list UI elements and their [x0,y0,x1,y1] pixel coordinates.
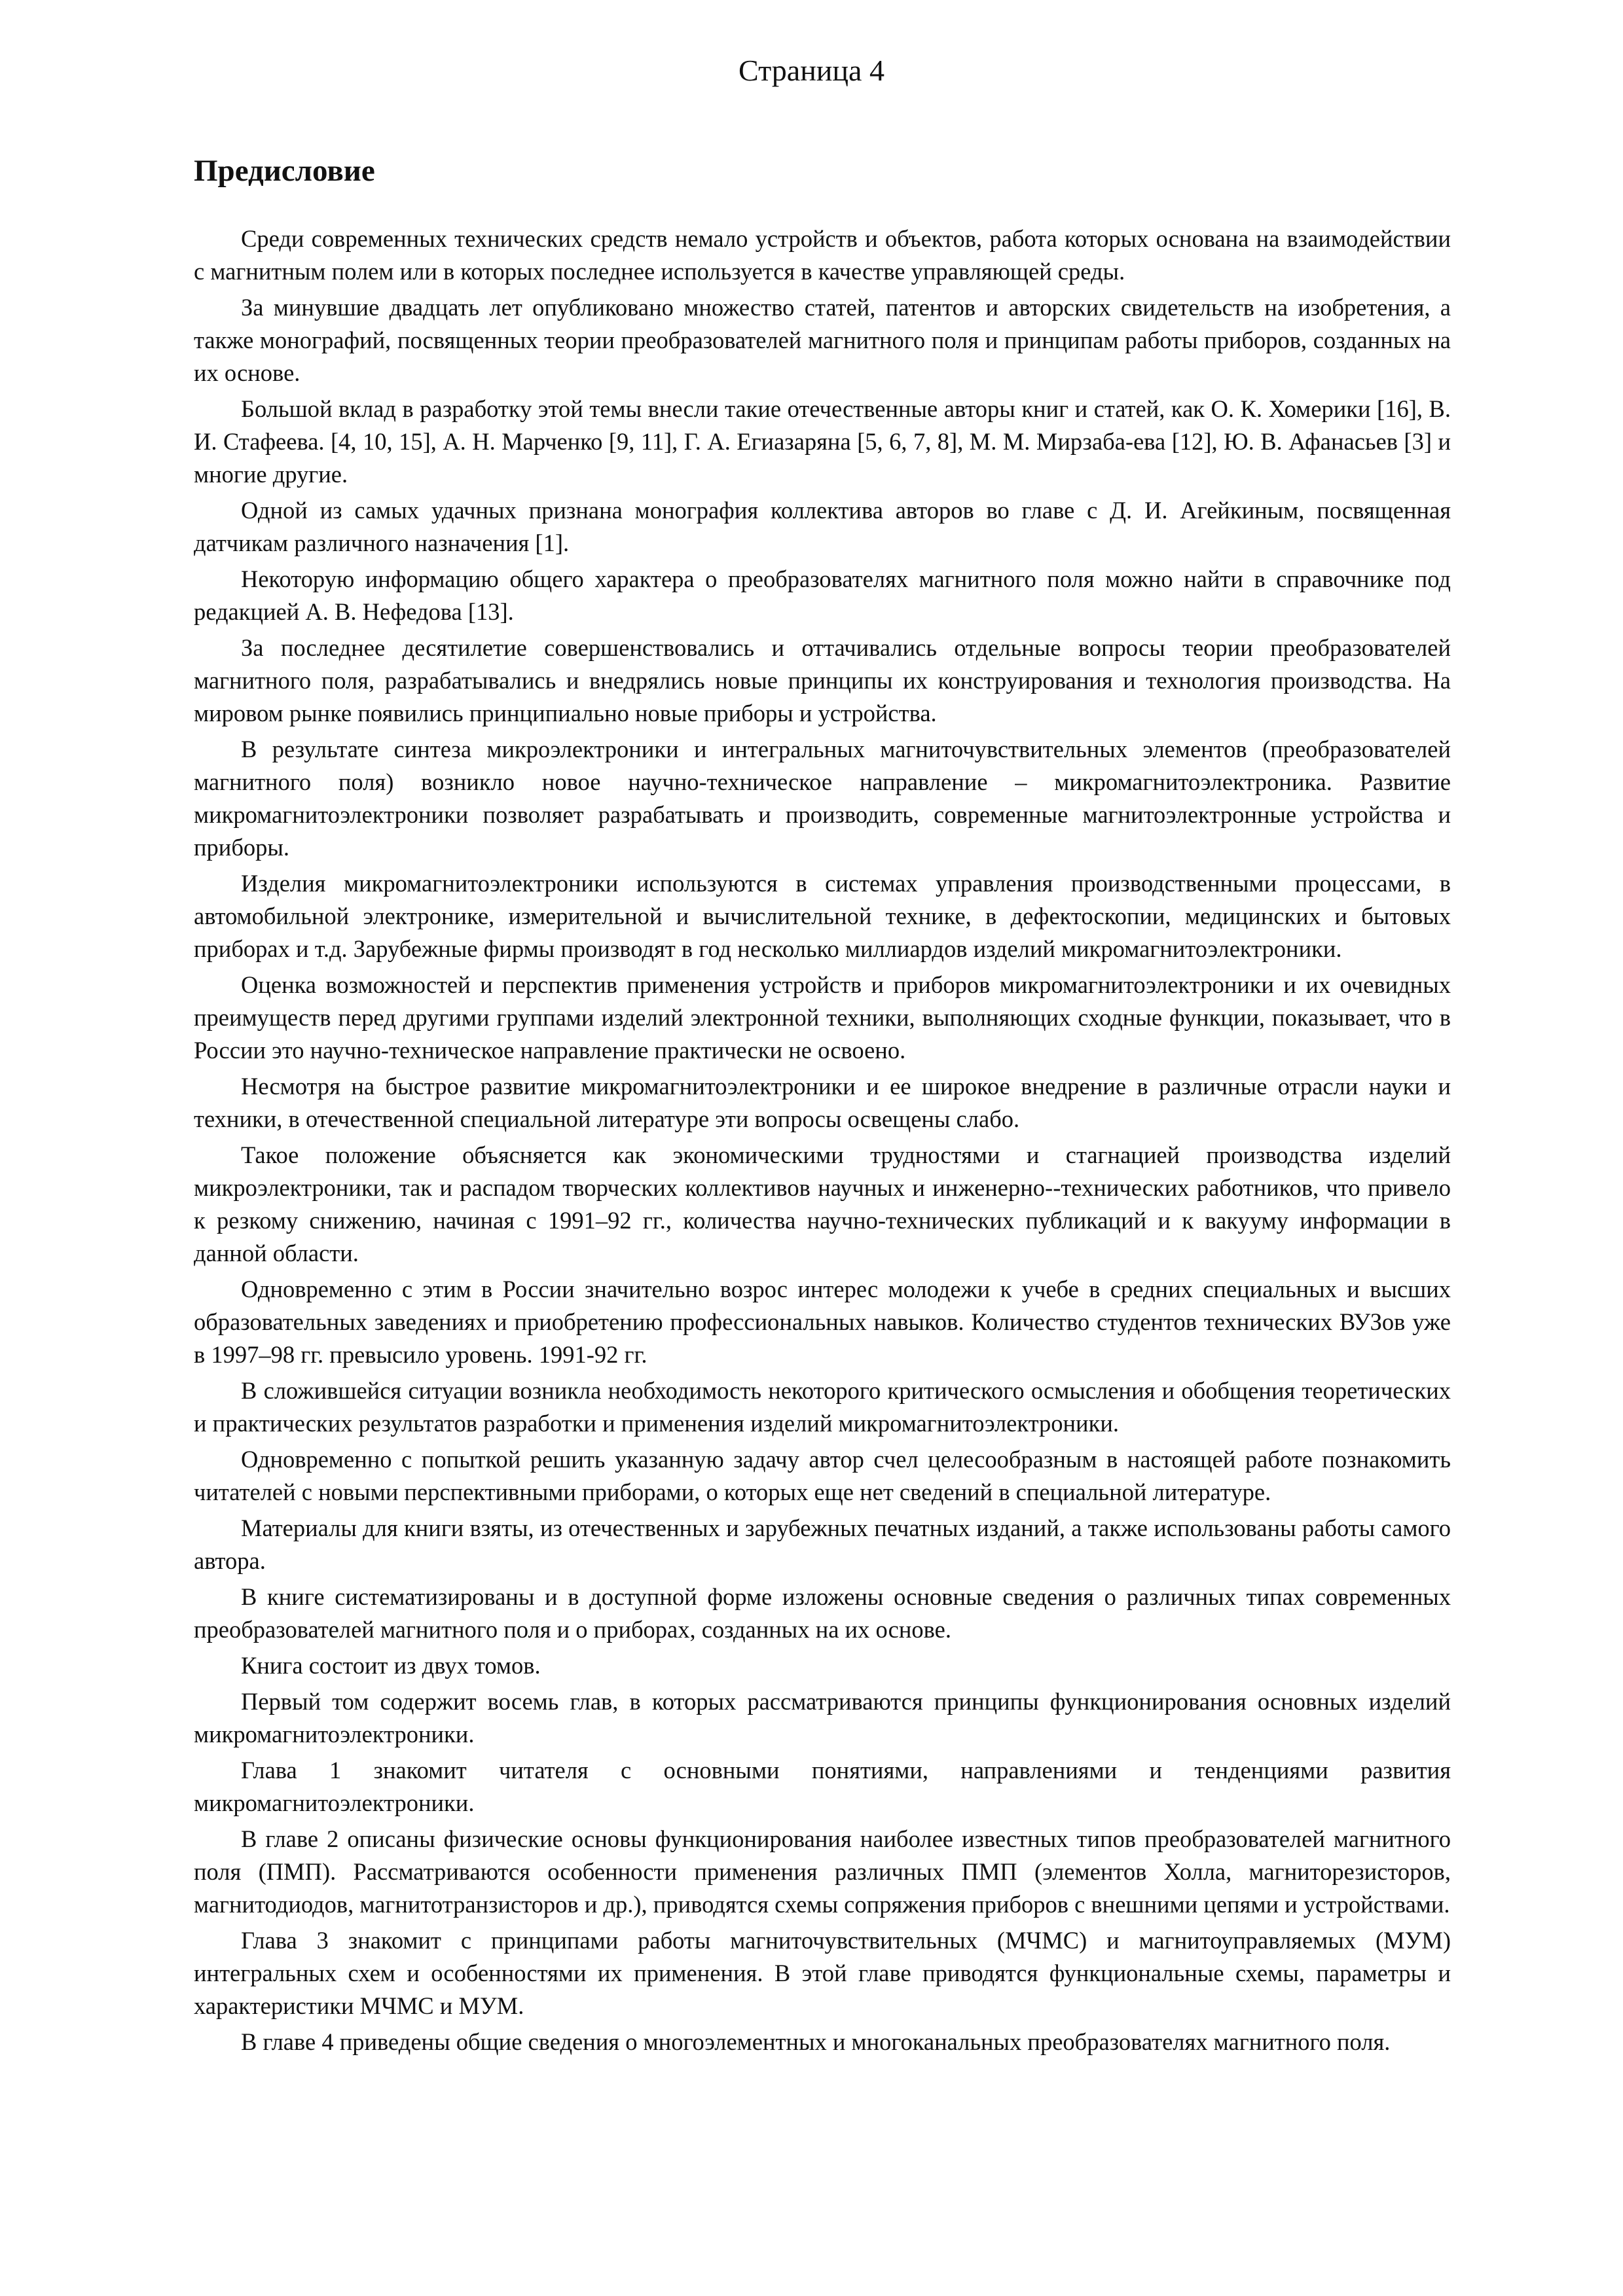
paragraph: Материалы для книги взяты, из отечественных и зарубежных печатных изданий, а также использованы работы самого автора. [194,1515,1451,1574]
paragraph: Одновременно с попыткой решить указанную задачу автор счел целесообразным в настоящей работе познакомить читателей с новыми перспективными приборами, о которых еще нет сведений в специальной литературе. [194,1446,1451,1505]
paragraph: Оценка возможностей и перспектив применения устройств и приборов микромагнитоэлектроники и их очевидных преимуществ перед другими группами изделий электронной техники, выполняющих сходные функции, показывает, что в России это научно-техническое направление практически не освоено. [194,971,1451,1064]
paragraph: Некоторую информацию общего характера о преобразователях магнитного поля можно найти в справочнике под редакцией А. В. Нефедова [13]. [194,565,1451,625]
paragraph: Глава 3 знакомит с принципами работы магниточувствительных (МЧМС) и магнитоуправляемых (МУМ) интегральных схем и особенностями их применения. В этой главе приводятся функциональные схемы, параметры и характеристики МЧМС и МУМ. [194,1927,1451,2019]
paragraph: Большой вклад в разработку этой темы внесли такие отечественные авторы книг и статей, как О. К. Хомерики [16], В. И. Стафеева. [4, 10, 15], А. Н. Марченко [9, 11], Г. А. Егиазаряна [5, 6, 7, 8], М. М. Мирзаба-ева [12], Ю. В. Афанасьев [3] и многие другие. [194,395,1451,488]
paragraph: Среди современных технических средств немало устройств и объектов, работа которых основана на взаимодействии с магнитным полем или в которых последнее используется в качестве управляющей среды. [194,225,1451,285]
paragraph: В результате синтеза микроэлектроники и интегральных магниточувствительных элементов (преобразователей магнитного поля) возникло новое научно-техническое направление – микромагнитоэлектроника. Развитие микромагнитоэлектроники позволяет разрабатывать и производить, современные магнитоэлектронные устройства и приборы. [194,736,1451,861]
paragraph: В главе 4 приведены общие сведения о многоэлементных и многоканальных преобразователях магнитного поля. [241,2028,1391,2055]
paragraph: Несмотря на быстрое развитие микромагнитоэлектроники и ее широкое внедрение в различные отрасли науки и техники, в отечественной специальной литературе эти вопросы освещены слабо. [194,1073,1451,1132]
paragraph: Одной из самых удачных признана монография коллектива авторов во главе с Д. И. Агейкиным, посвященная датчикам различного назначения [1]. [194,497,1451,556]
paragraph: В главе 2 описаны физические основы функционирования наиболее известных типов преобразователей магнитного поля (ПМП). Рассматриваются особенности применения различных ПМП (элементов Холла, магниторезисторов, магнитодиодов, магнитотранзисторов и др.), приводятся схемы сопряжения приборов с внешними цепями и устройствами. [194,1825,1451,1918]
paragraph: За минувшие двадцать лет опубликовано множество статей, патентов и авторских свидетельств на изобретения, а также монографий, посвященных теории преобразователей магнитного поля и принципам работы приборов, созданных на их основе. [194,294,1451,386]
body-text [194,223,1451,2062]
page-number: Страница 4 [739,54,884,87]
paragraph: Изделия микромагнитоэлектроники используются в системах управления производственными процессами, в автомобильной электронике, измерительной и вычислительной технике, в дефектоскопии, медицинских и бытовых приборах и т.д. Зарубежные фирмы производят в год несколько миллиардов изделий микромагнитоэлектроники. [194,870,1451,962]
paragraph: Книга состоит из двух томов. [241,1652,541,1679]
paragraph: В книге систематизированы и в доступной форме изложены основные сведения о различных типах современных преобразователей магнитного поля и о приборах, созданных на их основе. [194,1583,1451,1643]
paragraph: В сложившейся ситуации возникла необходимость некоторого критического осмысления и обобщения теоретических и практических результатов разработки и применения изделий микромагнитоэлектроники. [194,1377,1451,1437]
paragraph: Глава 1 знакомит читателя с основными понятиями, направлениями и тенденциями развития микромагнитоэлектроники. [194,1757,1451,1816]
paragraph: За последнее десятилетие совершенствовались и оттачивались отдельные вопросы теории преобразователей магнитного поля, разрабатывались и внедрялись новые принципы их конструирования и технология производства. На мировом рынке появились принципиально новые приборы и устройства. [194,634,1451,726]
paragraph: Одновременно с этим в России значительно возрос интерес молодежи к учебе в средних специальных и высших образовательных заведениях и приобретению профессиональных навыков. Количество студентов технических ВУЗов уже в 1997–98 гг. превысило уровень. 1991-92 гг. [194,1276,1451,1368]
section-heading: Предисловие [194,154,375,188]
paragraph: Такое положение объясняется как экономическими трудностями и стагнацией производства изделий микроэлектроники, так и распадом творческих коллективов научных и инженерно--технических работников, что привело к резкому снижению, начиная с 1991–92 гг., количества научно-технических публикаций и к вакууму информации в данной области. [194,1141,1451,1266]
paragraph: Первый том содержит восемь глав, в которых рассматриваются принципы функционирования основных изделий микромагнитоэлектроники. [194,1688,1451,1748]
